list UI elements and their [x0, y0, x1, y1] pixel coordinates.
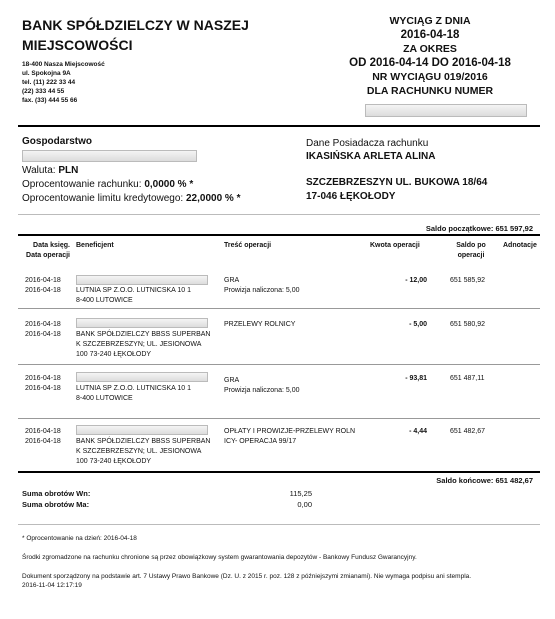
- redacted-beneficiary: [76, 318, 208, 328]
- divider: [18, 524, 540, 525]
- amount: - 12,00: [405, 277, 427, 284]
- redacted-account-number: [365, 104, 527, 117]
- closing-balance: Saldo końcowe: 651 482,67: [436, 476, 533, 485]
- bank-address-line: (22) 333 44 55: [22, 88, 65, 95]
- redacted-beneficiary: [76, 275, 208, 285]
- beneficiary: BANK SPÓŁDZIELCZY BBSS SUPERBAN K SZCZEBRZESZYN; UL. JESIONOWA 100 73-240 ŁĘKOŁODY: [76, 438, 211, 465]
- total-wn-label: Suma obrotów Wn:: [22, 489, 91, 498]
- description: PRZELEWY ROLNICY: [224, 321, 296, 328]
- statement-header: [330, 14, 530, 98]
- amount: - 5,00: [409, 321, 427, 328]
- redacted-account: [22, 150, 197, 162]
- balance: 651 487,11: [450, 375, 485, 382]
- balance: 651 482,67: [450, 428, 486, 435]
- table-row: [25, 374, 61, 394]
- row-separator: [18, 308, 540, 309]
- interest-line: Oprocentowanie rachunku: 0,0000 % *: [22, 179, 194, 190]
- total-ma: 0,00: [297, 500, 312, 509]
- col-header-description: Treść operacji: [224, 242, 272, 249]
- col-header-date: Data księg. Data operacji: [26, 242, 70, 259]
- col-header-balance: Saldo po operacji: [456, 242, 486, 259]
- footer-legal-note: Dokument sporządzony na podstawie art. 7 Ustawy Prawo Bankowe (Dz. U. z 2015 r. poz. 128 z późniejszymi zmianami). Nie wymaga podpisu ani stempla. 2016-11-04 12:17:19: [22, 572, 542, 590]
- holder-address-2: 17-046 ŁĘKOŁODY: [306, 191, 396, 202]
- redacted-beneficiary: [76, 425, 208, 435]
- description: GRA Prowizja naliczona: 5,00: [224, 377, 300, 394]
- credit-interest-value: 22,0000 % *: [185, 193, 241, 204]
- holder-address-1: SZCZEBRZESZYN UL. BUKOWA 18/64: [306, 177, 488, 188]
- booking-date: 2016-04-18: [25, 277, 61, 284]
- bank-address-line: ul. Spokojna 9A: [22, 70, 71, 77]
- divider: [18, 214, 540, 215]
- bank-name: BANK SPÓŁDZIELCZY W NASZEJ MIEJSCOWOŚCI: [22, 17, 249, 53]
- booking-date: 2016-04-18: [25, 321, 61, 328]
- beneficiary: LUTNIA SP Z.O.O. LUTNICSKA 10 1 8-400 LUTOWICE: [76, 287, 192, 304]
- row-separator: [18, 364, 540, 365]
- currency-line: Waluta: PLN: [22, 165, 79, 176]
- footer-interest-note: * Oprocentowanie na dzień: 2016-04-18: [22, 535, 137, 542]
- credit-interest-line: Oprocentowanie limitu kredytowego: 22,0000 % *: [22, 193, 241, 204]
- col-header-beneficiary: Beneficjent: [76, 242, 114, 249]
- statement-account-label: DLA RACHUNKU NUMER: [366, 85, 494, 97]
- description: OPŁATY I PROWIZJE-PRZELEWY ROLN ICY- OPERACJA 99/17: [224, 428, 356, 445]
- statement-title: WYCIĄG Z DNIA: [389, 15, 471, 27]
- total-wn: 115,25: [289, 489, 312, 498]
- balance: 651 585,92: [450, 277, 486, 284]
- operation-date: 2016-04-18: [25, 287, 61, 294]
- amount: - 93,81: [405, 375, 427, 382]
- bank-address-line: 18-400 Nasza Miejscowość: [22, 61, 105, 68]
- opening-balance: Saldo początkowe: 651 597,92: [425, 224, 533, 233]
- beneficiary: LUTNIA SP Z.O.O. LUTNICSKA 10 1 8-400 LUTOWICE: [76, 385, 192, 402]
- operation-date: 2016-04-18: [25, 331, 61, 338]
- interest-value: 0,0000 % *: [144, 179, 194, 190]
- statement-period-label: ZA OKRES: [403, 43, 457, 55]
- divider: [18, 234, 540, 236]
- bank-address: [22, 60, 105, 105]
- footer-deposit-note: Środki zgromadzone na rachunku chronione są przez obowiązkowy system gwarantowania depozytów - Bankowy Fundusz Gwarancyjny.: [22, 554, 417, 561]
- total-ma-label: Suma obrotów Ma:: [22, 500, 90, 509]
- row-separator: [18, 418, 540, 419]
- col-header-note: Adnotacje: [503, 242, 537, 249]
- table-row: [25, 320, 61, 340]
- booking-date: 2016-04-18: [25, 428, 61, 435]
- divider: [18, 471, 540, 473]
- table-row: [25, 427, 61, 447]
- statement-period: OD 2016-04-14 DO 2016-04-18: [349, 57, 511, 69]
- bank-address-line: fax. (33) 444 55 66: [22, 97, 78, 104]
- operation-date: 2016-04-18: [25, 385, 61, 392]
- col-header-amount: Kwota operacji: [370, 242, 420, 249]
- bank-address-line: tel. (11) 222 33 44: [22, 79, 76, 86]
- operation-date: 2016-04-18: [25, 438, 61, 445]
- redacted-beneficiary: [76, 372, 208, 382]
- description: GRA Prowizja naliczona: 5,00: [224, 277, 300, 294]
- account-name: Gospodarstwo: [22, 136, 93, 147]
- booking-date: 2016-04-18: [25, 375, 61, 382]
- amount: - 4,44: [409, 428, 427, 435]
- footer-timestamp: 2016-11-04 12:17:19: [22, 582, 82, 589]
- holder-label: Dane Posiadacza rachunku: [306, 138, 429, 149]
- table-row: [25, 276, 61, 296]
- holder-name: IKASIŃSKA ARLETA ALINA: [306, 151, 436, 162]
- statement-date: 2016-04-18: [400, 29, 460, 41]
- beneficiary: BANK SPÓŁDZIELCZY BBSS SUPERBAN K SZCZEBRZESZYN; UL. JESIONOWA 100 73-240 ŁĘKOŁODY: [76, 331, 211, 358]
- balance: 651 580,92: [450, 321, 486, 328]
- currency-value: PLN: [58, 165, 79, 176]
- divider: [18, 125, 540, 127]
- statement-number: NR WYCIĄGU 019/2016: [372, 71, 488, 83]
